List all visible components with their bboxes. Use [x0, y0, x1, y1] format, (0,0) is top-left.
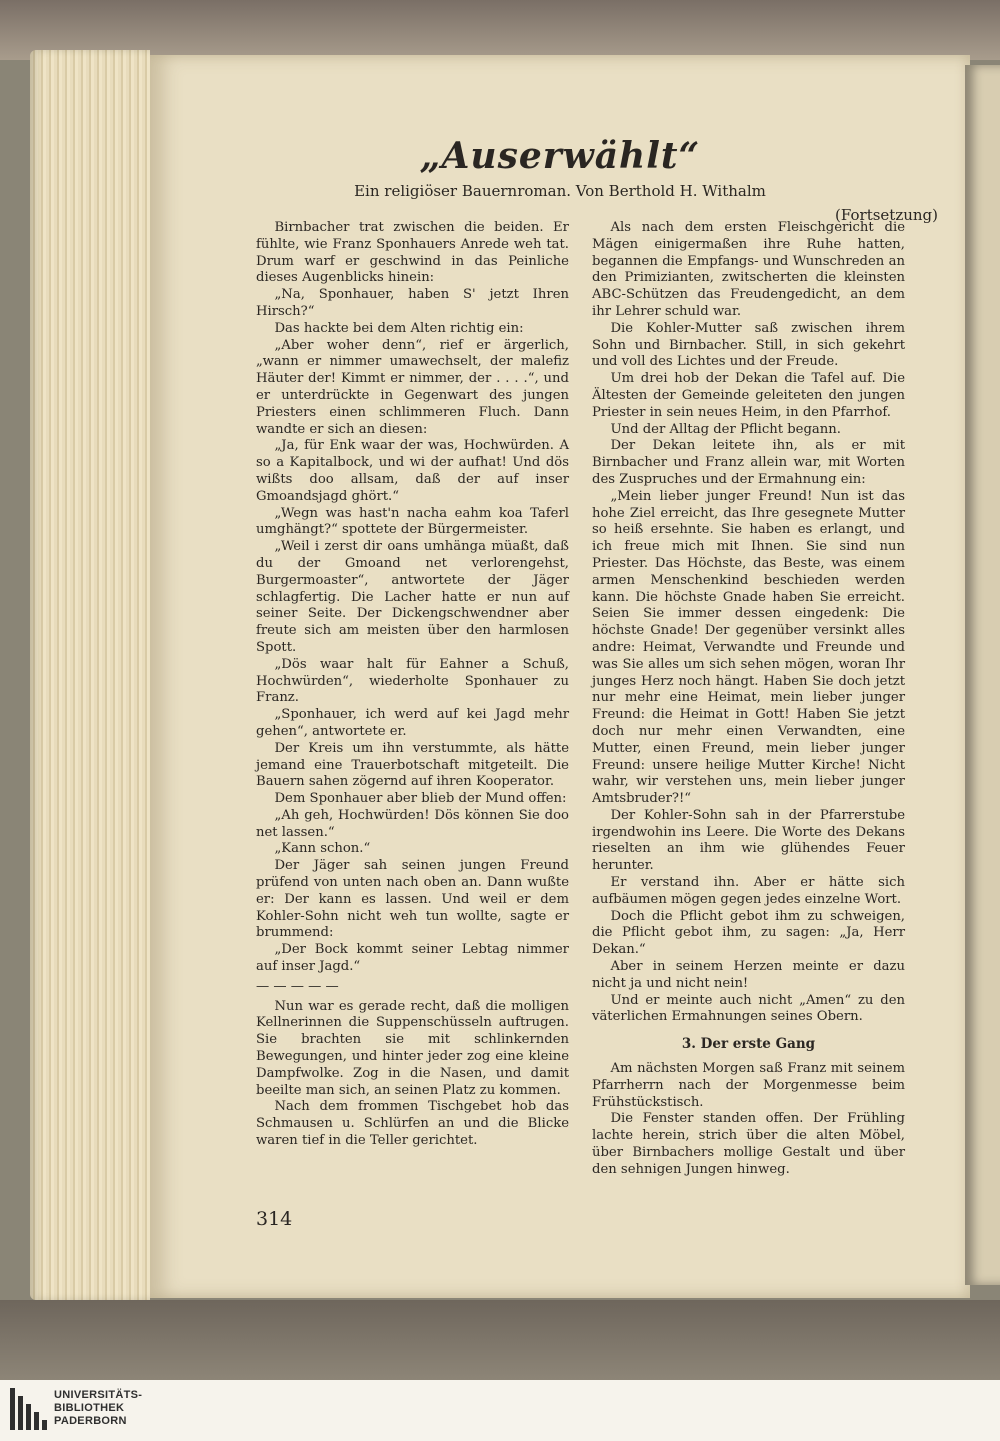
paragraph: „Sponhauer, ich werd auf kei Jagd mehr gehen“, antwortete er. [256, 707, 569, 739]
library-footer [0, 1380, 1000, 1441]
library-logo-icon [10, 1388, 48, 1430]
article-title: „Auserwählt“ [419, 135, 701, 177]
paragraph: „Na, Sponhauer, haben S' jetzt Ihren Hirsch?“ [256, 287, 569, 319]
paragraph: Doch die Pflicht gebot ihm zu schweigen, die Pflicht gebot ihm, zu sagen: „Ja, Herr Dekan.“ [592, 908, 905, 958]
paragraph: „Mein lieber junger Freund! Nun ist das hohe Ziel erreicht, das Ihre gesegnete Mutter so heiß ersehnte. Sie haben es erlangt, und ich freue mich mit Ihnen. Sie sind nun Priester. Das Höchste, das Beste, was einem armen Menschenkind beschieden werden kann. Die höchste Gnade haben Sie erreicht. Seien Sie immer dessen eingedenk: Die höchste Gnade! Der gegenüber versinkt alles andre: Heimat, Verwandte und Freunde und was Sie alles um sich sehen mögen, woran Ihr junges Herz noch hängt. Haben Sie doch jetzt nur mehr eine Heimat, mein lieber junger Freund: die Heimat in Gott! Haben Sie jetzt doch nur mehr einen Verwandten, eine Mutter, einen Freund, mein lieber junger Freund: unsere heilige Mutter Kirche! Nicht wahr, wir verstehen uns, mein lieber junger Amtsbruder?!“ [592, 488, 905, 807]
paragraph: Er verstand ihn. Aber er hätte sich aufbäumen mögen gegen jedes einzelne Wort. [592, 875, 905, 907]
paragraph: Und der Alltag der Pflicht begann. [610, 421, 841, 437]
library-name-line-1: UNIVERSITÄTS- [54, 1389, 143, 1401]
paragraph: „Kann schon.“ [274, 841, 371, 857]
paragraph: Aber in seinem Herzen meinte er dazu nicht ja und nicht nein! [592, 959, 905, 991]
paragraph: Birnbacher trat zwischen die beiden. Er fühlte, wie Franz Sponhauers Anrede weh tat. Drum warf er geschwind in das Peinliche dieses Augenblicks hinein: [256, 220, 569, 286]
page-number: 314 [256, 1208, 293, 1230]
paragraph: Um drei hob der Dekan die Tafel auf. Die Ältesten der Gemeinde geleiteten den jungen Priester in sein neues Heim, in den Pfarrhof. [592, 371, 905, 420]
left-text-column [256, 220, 569, 1150]
paragraph: Dem Sponhauer aber blieb der Mund offen: [274, 791, 567, 807]
continuation-note: (Fortsetzung) [835, 206, 938, 224]
right-text-column [592, 220, 905, 1179]
paragraph: „Wegn was hast'n nacha eahm koa Taferl umghängt?“ spottete der Bürgermeister. [256, 505, 569, 538]
chapter-heading: 3. Der erste Gang [681, 1036, 816, 1053]
book-cover-top [0, 0, 1000, 60]
paragraph: Der Dekan leitete ihn, als er mit Birnbacher und Franz allein war, mit Worten des Zuspruches und der Ermahnung ein: [592, 438, 905, 487]
paragraph: Am nächsten Morgen saß Franz mit seinem Pfarrherrn nach der Morgenmesse beim Frühstückstisch. [592, 1061, 905, 1110]
paragraph: „Ja, für Enk waar der was, Hochwürden. A so a Kapitalbock, und wi der aufhat! Und dös wißts doo allsam, daß der auf inser Gmoandsjagd ghört.“ [256, 438, 569, 504]
page-fore-edge [30, 50, 150, 1300]
paragraph: Der Kreis um ihn verstummte, als hätte jemand eine Trauerbotschaft mitgeteilt. Die Bauern sahen zögernd auf ihren Kooperator. [256, 740, 569, 790]
paragraph: Nach dem frommen Tischgebet hob das Schmausen u. Schlürfen an und die Blicke waren tief in die Teller gerichtet. [256, 1099, 569, 1149]
paragraph: Der Jäger sah seinen jungen Freund prüfend von unten nach oben an. Dann wußte er: Der kann es lassen. Und weil er dem Kohler-Sohn nicht weh tun wollte, sagte er brummend: [256, 858, 569, 941]
paragraph: „Weil i zerst dir oans umhänga müaßt, daß du der Gmoand net verlorengehst, Burgermoaster“, antwortete der Jäger schlagfertig. Die Lacher hatte er nun auf seiner Seite. Der Dickengschwendner aber freute sich am meisten über den harmlosen Spott. [256, 539, 569, 655]
paragraph: „Ah geh, Hochwürden! Dös können Sie doo net lassen.“ [256, 807, 569, 840]
paragraph: „Dös waar halt für Eahner a Schuß, Hochwürden“, wiederholte Sponhauer zu Franz. [256, 656, 569, 706]
library-name-line-2: BIBLIOTHEK [54, 1402, 125, 1414]
section-separator: — — — — — [256, 978, 339, 994]
paragraph: Und er meinte auch nicht „Amen“ zu den väterlichen Ermahnungen seines Obern. [592, 992, 905, 1025]
article-byline: Ein religiöser Bauernroman. Von Berthold H. Withalm [354, 182, 766, 200]
paragraph: Nun war es gerade recht, daß die molligen Kellnerinnen die Suppenschüsseln auftrugen. Sie brachten sie mit schlinkernden Bewegungen, und hinter jeder zog eine kleine Dampfwolke. Zog in die Nasen, und damit beeilte man sich, an seinen Platz zu kommen. [256, 998, 569, 1098]
paragraph: Die Fenster standen offen. Der Frühling lachte herein, strich über die alten Möbel, über Birnbachers mollige Gestalt und über den sehnigen Jungen hinweg. [592, 1111, 905, 1177]
paragraph: Als nach dem ersten Fleischgericht die Mägen einigermaßen ihre Ruhe hatten, begannen die Empfangs- und Wunschreden an den Primizianten, zwitscherten die kleinsten ABC-Schützen das Freudengedicht, an dem ihr Lehrer schuld war. [592, 220, 905, 319]
library-name-line-3: PADERBORN [54, 1415, 127, 1427]
paragraph: Die Kohler-Mutter saß zwischen ihrem Sohn und Birnbacher. Still, in sich gekehrt und voll des Lichtes und der Freude. [592, 320, 905, 370]
paragraph: Das hackte bei dem Alten richtig ein: [274, 320, 524, 336]
paragraph: Der Kohler-Sohn sah in der Pfarrerstube irgendwohin ins Leere. Die Worte des Dekans rieselten an ihm wie glühendes Feuer herunter. [592, 807, 905, 874]
paragraph: „Der Bock kommt seiner Lebtag nimmer auf inser Jagd.“ [256, 942, 569, 975]
book-cover-bottom [0, 1300, 1000, 1380]
next-page-edge [965, 65, 1000, 1285]
paragraph: „Aber woher denn“, rief er ärgerlich, „wann er nimmer umawechselt, der malefiz Häuter der! Kimmt er nimmer, der . . . .“, und er unterdrückte in Gegenwart des jungen Priesters einen schlimmeren Fluch. Dann wandte er sich an diesen: [256, 337, 569, 437]
